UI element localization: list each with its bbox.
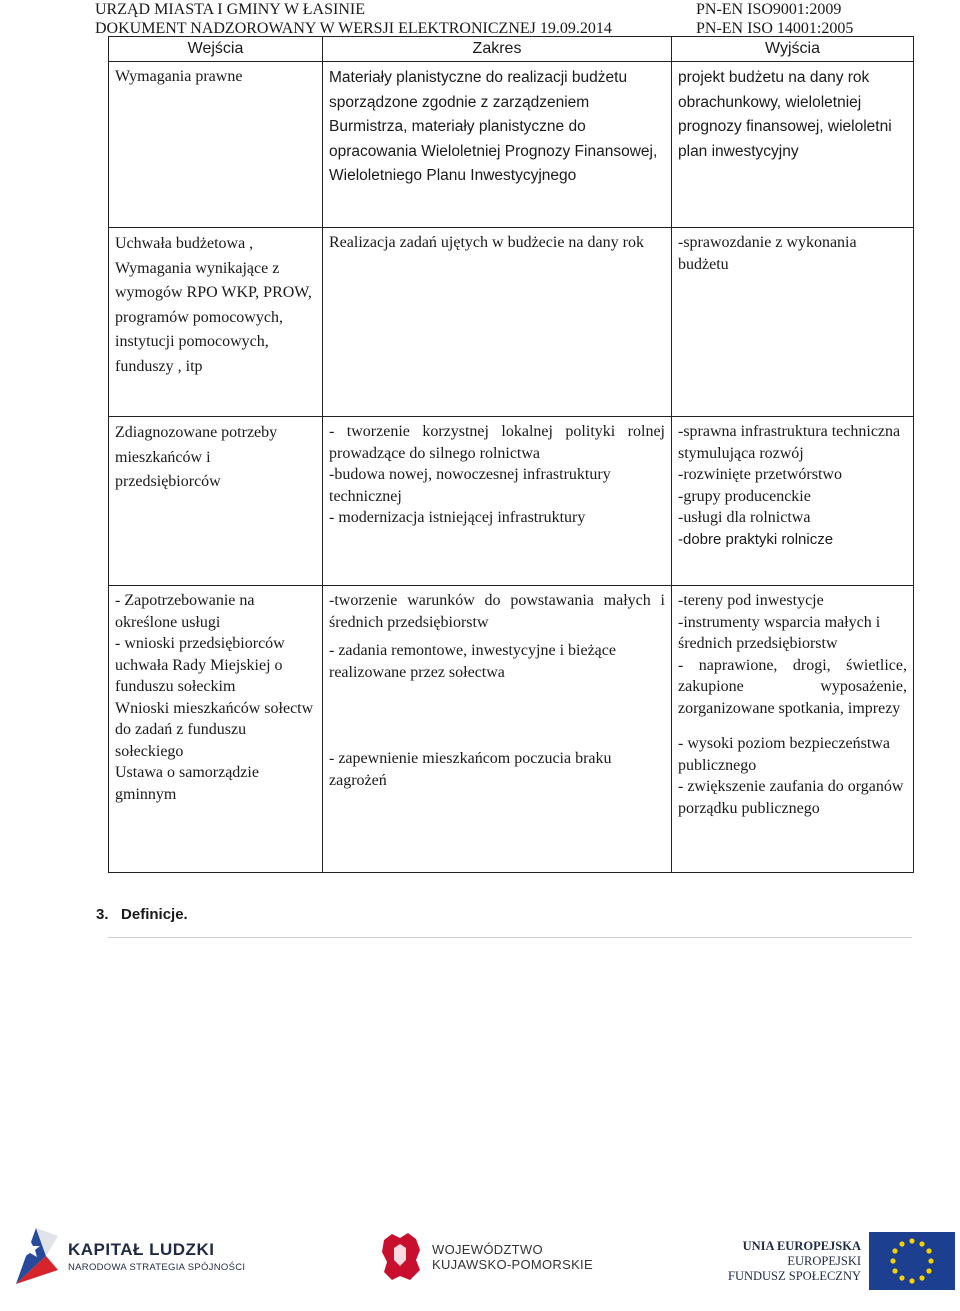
input-cell: [109, 586, 323, 873]
table-row: [109, 417, 914, 586]
input-text: Zdiagnozowane potrzeby mieszkańców i przedsiębiorców: [115, 424, 278, 490]
eu-line2: EUROPEJSKI: [787, 1253, 862, 1268]
output-line: -instrumenty wsparcia małych i średnich przedsiębiorstw: [678, 613, 881, 652]
output-cell: [672, 586, 914, 873]
input-line: Ustawa o samorządzie gminnym: [115, 764, 259, 803]
input-line: - wnioski przedsiębiorców: [115, 635, 285, 652]
input-cell: [109, 62, 323, 228]
output-line: -rozwinięte przetwórstwo: [678, 466, 842, 483]
scope-line: - zadania remontowe, inwestycyjne i bieżące realizowane przez sołectwa: [329, 642, 616, 681]
kapital-ludzki-subtitle: NARODOWA STRATEGIA SPÓJNOŚCI: [68, 1261, 246, 1273]
input-cell: [109, 417, 323, 586]
input-text: Wymagania prawne: [115, 68, 243, 85]
scope-cell: [323, 228, 672, 417]
scope-line: - zapewnienie mieszkańcom poczucia braku zagrożeń: [329, 750, 612, 789]
column-header-inputs: Wejścia: [109, 37, 323, 62]
scope-line: - modernizacja istniejącej infrastruktury: [329, 509, 586, 526]
scope-text: Realizacja zadań ujętych w budżecie na dany rok: [329, 234, 644, 251]
output-cell: [672, 228, 914, 417]
kapital-ludzki-logo: [12, 1226, 245, 1286]
eu-flag-icon: [869, 1232, 955, 1290]
wojewodztwo-line2: KUJAWSKO-POMORSKIE: [432, 1257, 593, 1272]
output-line: -sprawna infrastruktura techniczna stymulująca rozwój: [678, 423, 901, 462]
scope-cell: [323, 586, 672, 873]
footer-logos: [0, 1222, 960, 1302]
wojewodztwo-map-icon: [378, 1230, 424, 1284]
input-line: Wnioski mieszkańców sołectw do zadań z funduszu sołeckiego: [115, 699, 314, 760]
scope-cell: [323, 417, 672, 586]
output-text: projekt budżetu na dany rok obrachunkowy, wieloletniej prognozy finansowej, wieloletni plan inwestycyjny: [678, 69, 892, 160]
section-divider: [108, 937, 912, 938]
scope-line: -tworzenie warunków do powstawania małych i średnich przedsiębiorstw: [329, 592, 665, 631]
output-line: -dobre praktyki rolnicze: [678, 530, 834, 548]
process-table: [108, 36, 914, 873]
document-status: DOKUMENT NADZOROWANY W WERSJI ELEKTRONICZNEJ 19.09.2014: [95, 20, 612, 37]
iso-14001: PN-EN ISO 14001:2005: [696, 20, 854, 37]
output-cell: [672, 417, 914, 586]
header-left: [95, 0, 612, 38]
input-line: - Zapotrzebowanie na określone usługi: [115, 592, 255, 631]
output-line: - wysoki poziom bezpieczeństwa publicznego: [678, 735, 890, 774]
kapital-ludzki-title: KAPITAŁ LUDZKI: [68, 1239, 215, 1259]
column-header-outputs: Wyjścia: [672, 37, 914, 62]
output-text: -sprawozdanie z wykonania budżetu: [678, 234, 857, 273]
iso-9001: PN-EN ISO9001:2009: [696, 1, 842, 18]
input-cell: [109, 228, 323, 417]
scope-line: -budowa nowej, nowoczesnej infrastruktury technicznej: [329, 466, 611, 505]
wojewodztwo-line1: WOJEWÓDZTWO: [432, 1242, 543, 1257]
eu-efs-logo: [728, 1232, 955, 1290]
output-cell: [672, 62, 914, 228]
kapital-ludzki-emblem-icon: [12, 1226, 60, 1286]
output-line: - naprawione, drogi, świetlice, zakupione wyposażenie, zorganizowane spotkania, imprezy: [678, 656, 907, 717]
scope-line: - tworzenie korzystnej lokalnej polityki rolnej prowadzące do silnego rolnictwa: [329, 423, 665, 462]
header-right: [696, 0, 853, 38]
table-row: [109, 586, 914, 873]
table-row: [109, 62, 914, 228]
input-line: uchwała Rady Miejskiej o funduszu sołeckim: [115, 656, 283, 695]
scope-cell: [323, 62, 672, 228]
column-header-scope: Zakres: [323, 37, 672, 62]
document-header: [0, 0, 960, 38]
eu-line1: UNIA EUROPEJSKA: [742, 1238, 862, 1253]
input-text: Uchwała budżetowa , Wymagania wynikające z wymogów RPO WKP, PROW, programów pomocowych, instytucji pomocowych, funduszy , itp: [115, 235, 312, 375]
scope-text: Materiały planistyczne do realizacji budżetu sporządzone zgodnie z zarządzeniem Burmistrza, materiały planistyczne do opracowania Wieloletniej Prognozy Finansowej, Wieloletniego Planu Inwestycyjnego: [329, 69, 658, 184]
section-title: Definicje.: [121, 906, 188, 923]
output-line: -usługi dla rolnictwa: [678, 509, 811, 526]
output-line: -tereny pod inwestycje: [678, 592, 824, 609]
office-name: URZĄD MIASTA I GMINY W ŁASINIE: [95, 1, 365, 18]
output-line: - zwiększenie zaufania do organów porządku publicznego: [678, 778, 904, 817]
eu-line3: FUNDUSZ SPOŁECZNY: [728, 1268, 862, 1283]
section-number: 3.: [96, 906, 109, 923]
table-row: [109, 228, 914, 417]
output-line: -grupy producenckie: [678, 487, 811, 505]
wojewodztwo-logo: [378, 1230, 593, 1284]
section-heading: [96, 906, 188, 923]
